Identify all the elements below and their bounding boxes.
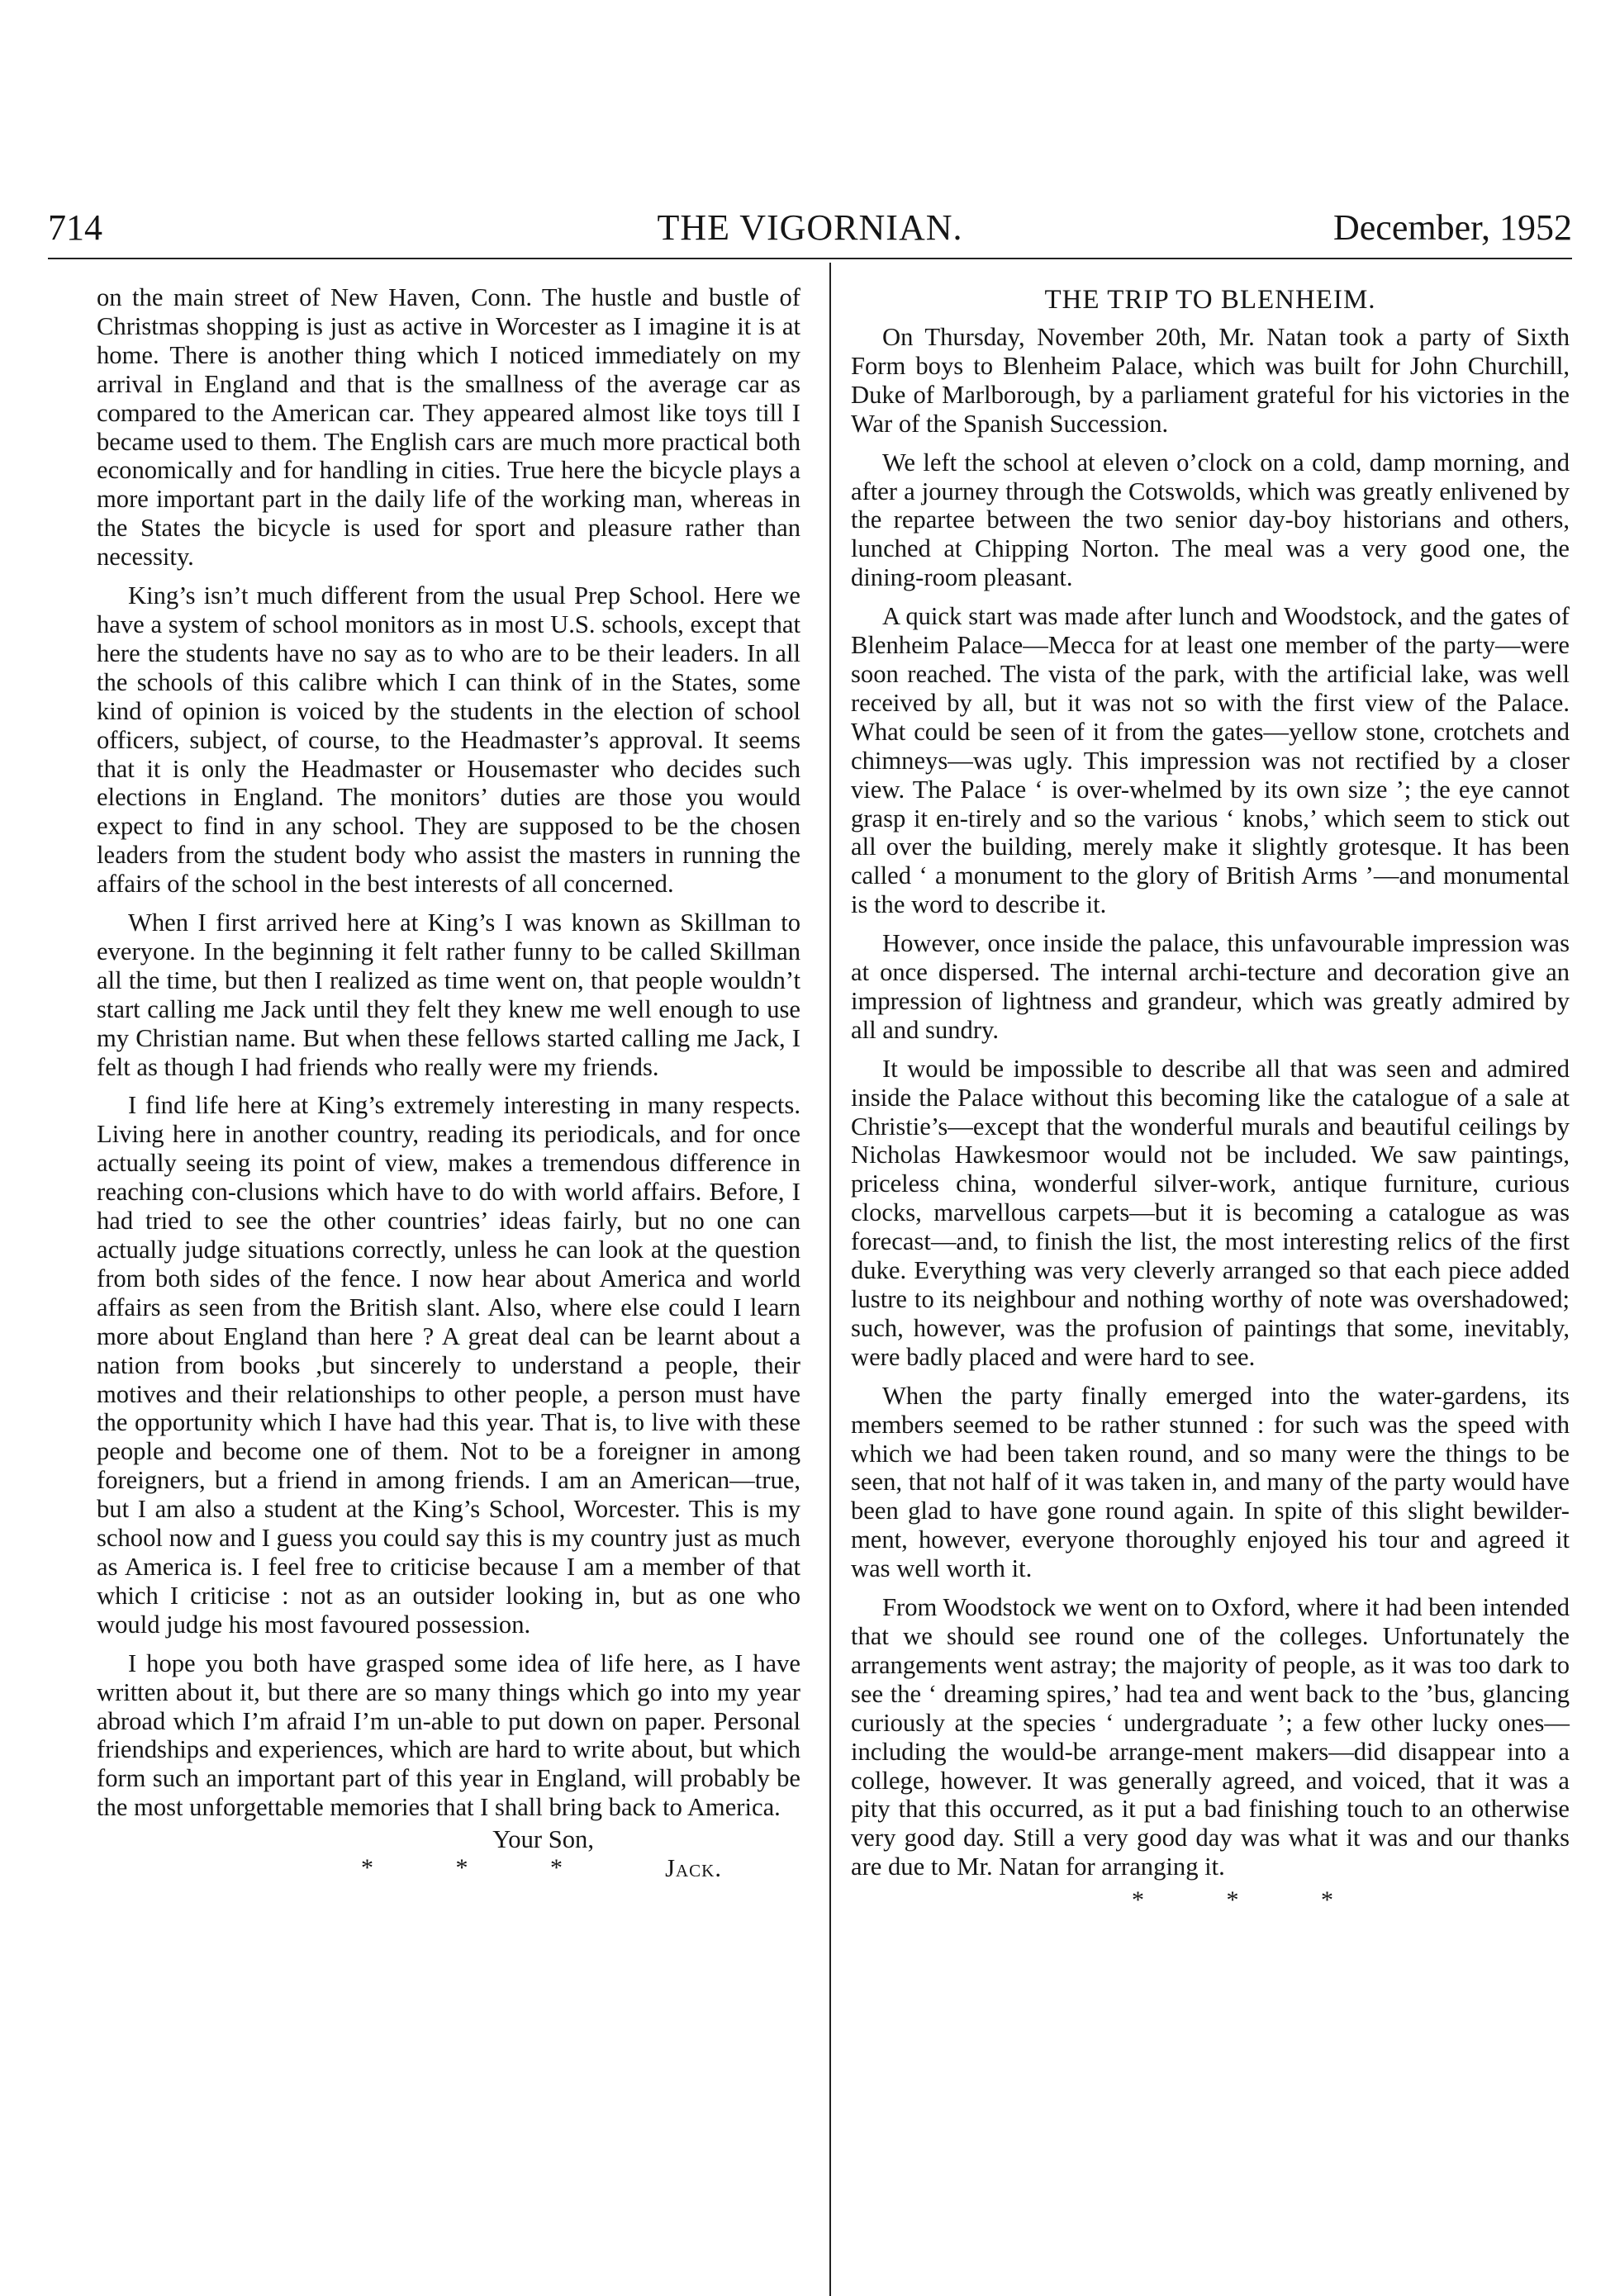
- article-title: THE TRIP TO BLENHEIM.: [1044, 285, 1376, 315]
- letter-paragraph: I hope you both have grasped some idea of life here, as I have written about it, but there are so many things which go into my year abroad which I’m afraid I’m un-able to put down on paper. Personal friendships and experiences, which are hard to write about, but which form such an important part of this year in England, will probably be the most unforgettable memories that I shall bring back to America.: [97, 1648, 800, 1822]
- article-paragraph: We left the school at eleven o’clock on a cold, damp morning, and after a journey through the Cotswolds, which was greatly enlivened by the repartee between the two senior day-boy historians and others, lunched at Chipping Norton. The meal was a very good one, the dining-room pleasant.: [851, 448, 1570, 592]
- end-separator-row: [851, 1886, 1570, 1919]
- column-divider: [829, 263, 831, 2296]
- letter-paragraph: I find life here at King’s extremely interesting in many respects. Living here in another country, reading its periodicals, and for once actually seeing its point of view, makes a tremendous difference in reaching con-clusions which have to do with world affairs. Before, I had tried to see the other countries’ ideas fairly, but no one can actually judge situations correctly, unless he can look at the question from both sides of the fence. I now hear about America and world affairs as seen from the British slant. Also, where else could I learn more about England than here ? A great deal can be learnt about a nation from books ,but sincerely to understand a people, their motives and their relationships to other people, a person must have the opportunity which I have had this year. That is, to live with these people and become one of them. Not to be a foreigner in among foreigners, but a friend in among friends. I am an American—true, but I am also a student at the King’s School, Worcester. This is my school now and I guess you could say this is my country just as much as America is. I feel free to criticise because I am a member of that which I criticise : not as an outsider looking in, but as one who would judge his most favoured possession.: [97, 1091, 800, 1639]
- article-paragraph: On Thursday, November 20th, Mr. Natan took a party of Sixth Form boys to Blenheim Palace, which was built for John Churchill, Duke of Marlborough, by a parliament grateful for his victories in the War of the Spanish Succession.: [851, 323, 1570, 438]
- letter-closing: Your Son,: [492, 1825, 594, 1854]
- letter-paragraph: When I first arrived here at King’s I was known as Skillman to everyone. In the beginning it felt rather funny to be called Skillman all the time, but then I realized as time went on, that people wouldn’t start calling me Jack until they felt they knew me well enough to use my Christian name. But when these fellows started calling me Jack, I felt as though I had friends who really were my friends.: [97, 908, 800, 1081]
- article-paragraph: However, once inside the palace, this unfavourable impression was at once dispersed. The internal archi-tecture and decoration give an impression of lightness and grandeur, which was greatly admired by all and sundry.: [851, 929, 1570, 1044]
- left-column: [97, 283, 800, 1887]
- article-paragraph: When the party finally emerged into the water-gardens, its members seemed to be rather stunned : for such was the speed with which we had been taken round, and so many were the things to be seen, that not half of it was taken in, and many of the party would have been glad to have gone round again. In spite of this slight bewilder-ment, however, everyone thoroughly enjoyed his tour and agreed it was well worth it.: [851, 1381, 1570, 1583]
- article-paragraph: A quick start was made after lunch and Woodstock, and the gates of Blenheim Palace—Mecca for at least one member of the party—were soon reached. The vista of the park, with the artificial lake, was well received by all, but it was not so with the first view of the Palace. What could be seen of it from the gates—yellow stone, crotchets and chimneys—was ugly. This impression was not rectified by a closer view. The Palace ‘ is over-whelmed by its own size ’; the eye cannot grasp it en-tirely and so the various ‘ knobs,’ which seem to stick out all over the building, merely make it slightly grotesque. It has been called ‘ a monument to the glory of British Arms ’—and monumental is the word to describe it.: [851, 602, 1570, 919]
- letter-paragraph: on the main street of New Haven, Conn. The hustle and bustle of Christmas shopping is just as active in Worcester as I imagine it is at home. There is another thing which I noticed immediately on my arrival in England and that is the smallness of the average car as compared to the American car. They appeared almost like toys till I became used to them. The English cars are much more practical both economically and for handling in cities. True here the bicycle plays a more important part in the daily life of the working man, whereas in the States the bicycle is used for sport and pleasure rather than necessity.: [97, 283, 800, 572]
- right-column: [851, 283, 1570, 1919]
- section-separator: * * *: [1132, 1886, 1371, 1914]
- letter-paragraph: King’s isn’t much different from the usual Prep School. Here we have a system of school monitors as in most U.S. schools, except that here the students have no say as to who are to be their leaders. In all the schools of this calibre which I can think of in the States, some kind of opinion is voiced by the students in the election of school officers, subject, of course, to the Headmaster’s approval. It seems that it is only the Headmaster or Housemaster who decides such elections in England. The monitors’ duties are those you would expect to find in any school. They are supposed to be the chosen leaders from the student body who assist the masters in running the affairs of the school in the best interests of all concerned.: [97, 581, 800, 899]
- article-paragraph: From Woodstock we went on to Oxford, where it had been intended that we should see round one of the colleges. Unfortunately the arrangements went astray; the majority of people, as it was too dark to see the ‘ dreaming spires,’ had tea and went back to the ’bus, glancing curiously at the species ‘ undergraduate ’; a few other lucky ones—including the would-be arrange-ment makers—did disappear into a college, however. It was generally agreed, and voiced, that it was a pity that this occurred, as it put a bad finishing touch to an otherwise very good day. Still a very good day was what it was and our thanks are due to Mr. Natan for arranging it.: [851, 1593, 1570, 1881]
- article-paragraph: It would be impossible to describe all that was seen and admired inside the Palace without this becoming like the catalogue of a sale at Christie’s—except that the wonderful murals and beautiful ceilings by Nicholas Hawkesmoor would not be included. We saw paintings, priceless china, wonderful silver-work, antique furniture, curious clocks, marvellous carpets—but it is becoming a catalogue as was forecast—and, to finish the list, the most interesting relics of the first duke. Everything was very cleverly arranged so that each piece added lustre to its neighbour and nothing worthy of note was overshadowed; such, however, was the profusion of paintings that some, inevitably, were badly placed and were hard to see.: [851, 1054, 1570, 1371]
- header-rule: [48, 258, 1572, 259]
- letter-signature: Jack.: [665, 1854, 722, 1883]
- publication-title: THE VIGORNIAN.: [657, 207, 963, 248]
- section-separator: * * *: [361, 1854, 601, 1882]
- page-number: 714: [48, 207, 102, 248]
- page-header: [48, 203, 1572, 253]
- issue-date: December, 1952: [1332, 207, 1572, 248]
- signature-row: [97, 1854, 800, 1887]
